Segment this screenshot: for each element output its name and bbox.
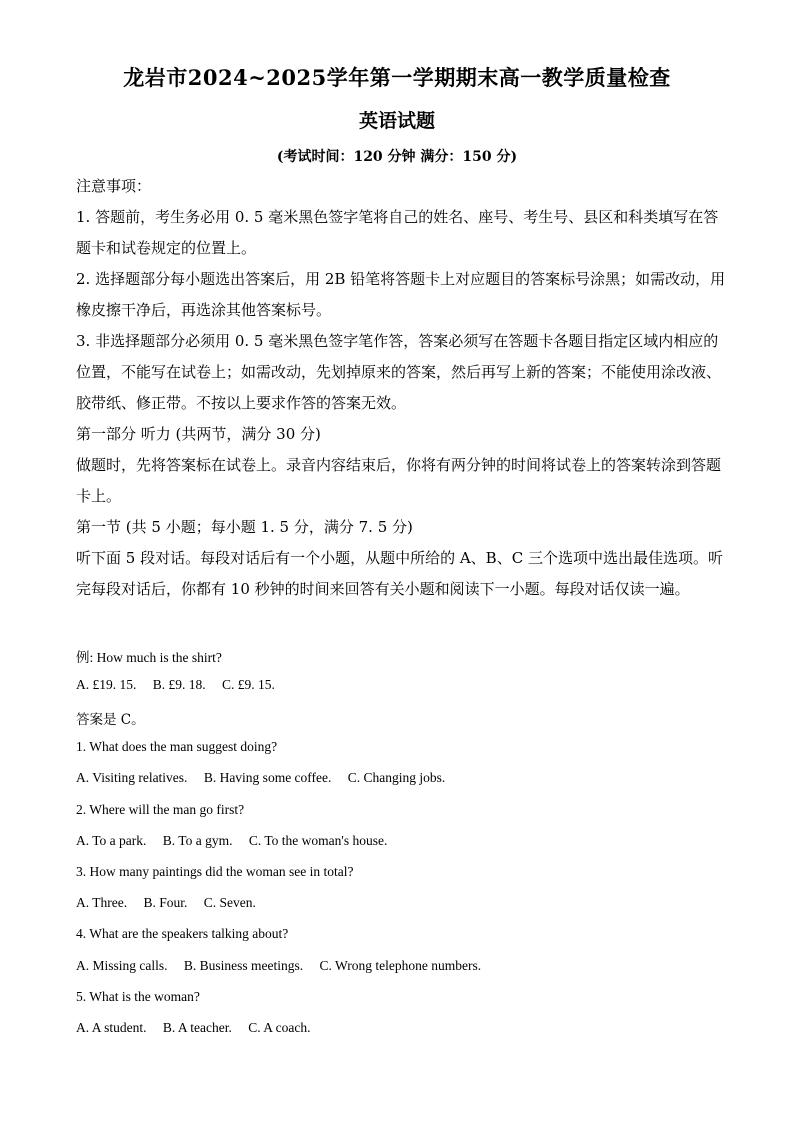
question-5: 5. What is the woman? [76,989,200,1004]
option-c: C. Seven. [203,895,256,910]
question-2-options [76,833,400,849]
question-3: 3. How many paintings did the woman see in total? [76,864,354,879]
option-b: B. To a gym. [162,833,233,848]
option-b: B. Business meetings. [183,958,304,973]
question-4: 4. What are the speakers talking about? [76,926,289,941]
option-a: A. £19. 15. [76,677,137,692]
option-b: B. Having some coffee. [203,770,332,785]
option-c: C. £9. 15. [222,677,275,692]
option-b: B. Four. [143,895,188,910]
option-c: C. Wrong telephone numbers. [319,958,482,973]
notice-item-3: 3. 非选择题部分必须用 0. 5 毫米黑色签字笔作答，答案必须写在答题卡各题目指定区域内相应的位置，不能写在试卷上；如需改动，先划掉原来的答案，然后再写上新的答案；不能使用涂改液、胶带纸、修正带。不按以上要求作答的答案无效。 [76,332,722,412]
example-options [76,677,288,693]
option-a: A. A student. [76,1020,147,1035]
example-question: 例: How much is the shirt? [76,650,222,665]
section1-instruction: 听下面 5 段对话。每段对话后有一个小题，从题中所给的 A、B、C 三个选项中选出最佳选项。听完每段对话后，你都有 10 秒钟的时间来回答有关小题和阅读下一小题。每段对话仅读一遍。 [76,549,723,598]
option-b: B. £9. 18. [152,677,206,692]
part1-instruction: 做题时，先将答案标在试卷上。录音内容结束后，你将有两分钟的时间将试卷上的答案转涂到答题卡上。 [76,456,722,505]
notice-heading: 注意事项： [76,177,152,195]
question-2: 2. Where will the man go first? [76,802,245,817]
question-4-options [76,958,494,974]
option-a: A. Visiting relatives. [76,770,188,785]
section1-heading: 第一节 (共 5 小题；每小题 1. 5 分，满分 7. 5 分) [76,518,413,536]
question-5-options [76,1020,324,1036]
option-a: A. Three. [76,895,128,910]
option-a: A. Missing calls. [76,958,168,973]
option-c: C. To the woman's house. [248,833,388,848]
option-c: C. A coach. [248,1020,311,1035]
question-3-options [76,895,269,911]
notice-item-2: 2. 选择题部分每小题选出答案后，用 2B 铅笔将答题卡上对应题目的答案标号涂黑；如需改动，用橡皮擦干净后，再选涂其他答案标号。 [76,270,726,319]
option-b: B. A teacher. [162,1020,232,1035]
part1-heading: 第一部分 听力 (共两节，满分 30 分) [76,425,321,443]
question-1: 1. What does the man suggest doing? [76,739,278,754]
subject-title: 英语试题 [358,110,435,132]
exam-title: 龙岩市2024~2025学年第一学期期末高一教学质量检查 [123,65,671,90]
notice-item-1: 1. 答题前，考生务必用 0. 5 毫米黑色签字笔将自己的姓名、座号、考生号、县区和科类填写在答题卡和试卷规定的位置上。 [76,208,719,257]
example-answer: 答案是 C。 [76,712,145,728]
question-1-options [76,770,458,786]
option-c: C. Changing jobs. [347,770,446,785]
option-a: A. To a park. [76,833,147,848]
exam-info: (考试时间：120 分钟 满分：150 分) [276,149,518,165]
